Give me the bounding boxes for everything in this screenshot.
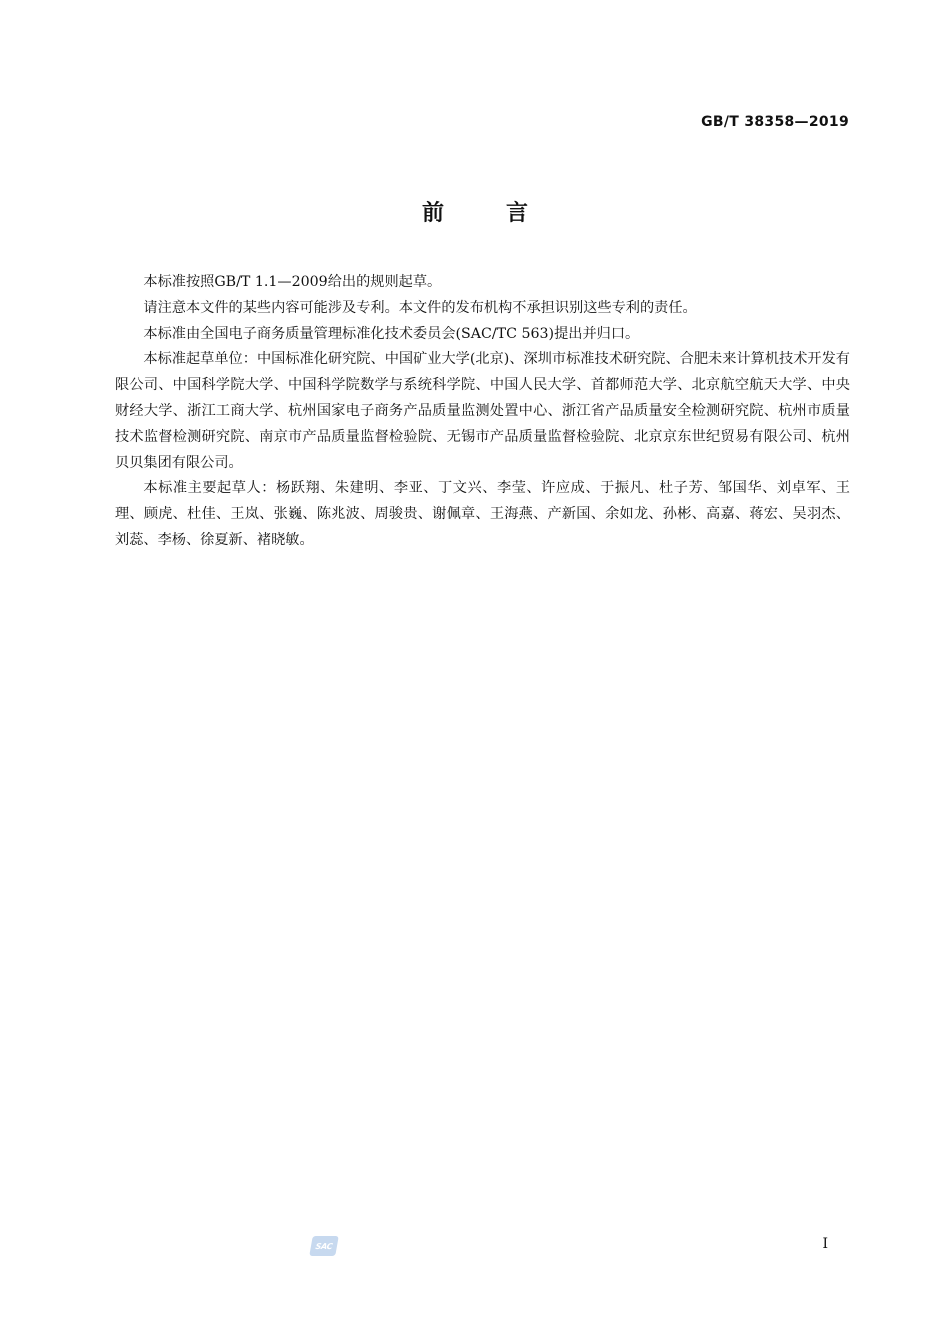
paragraph-drafting-rules: 本标准按照GB/T 1.1—2009给出的规则起草。 <box>143 274 442 290</box>
standard-code: GB/T 38358—2019 <box>701 114 849 130</box>
paragraph-patent-notice: 请注意本文件的某些内容可能涉及专利。本文件的发布机构不承担识别这些专利的责任。 <box>143 299 697 316</box>
paragraph-drafting-units: 本标准起草单位：中国标准化研究院、中国矿业大学(北京)、深圳市标准技术研究院、合肥未来计算机技术开发有限公司、中国科学院大学、中国科学院数学与系统科学院、中国人民大学、首都师范大学、北京航空航天大学、中央财经大学、浙江工商大学、杭州国家电子商务产品质量监测处置中心、浙江省产品质量安全检测研究院、杭州市质量技术监督检测研究院、南京市产品质量监督检验院、无锡市产品质量监督检验院、北京京东世纪贸易有限公司、杭州贝贝集团有限公司。 <box>115 351 850 471</box>
paragraph-drafters: 本标准主要起草人：杨跃翔、朱建明、李亚、丁文兴、李莹、许应成、于振凡、杜子芳、邹国华、刘卓军、王理、顾虎、杜佳、王岚、张巍、陈兆波、周骏贵、谢佩章、王海燕、产新国、余如龙、孙彬、高嘉、蒋宏、吴羽杰、刘蕊、李杨、徐夏新、褚晓敏。 <box>115 480 850 548</box>
page-title: 前言 <box>421 201 590 226</box>
foreword-body <box>115 270 850 554</box>
page-number: I <box>822 1236 828 1252</box>
paragraph-proposer: 本标准由全国电子商务质量管理标准化技术委员会(SAC/TC 563)提出并归口。 <box>143 325 640 342</box>
sac-logo-icon: SAC <box>309 1236 339 1256</box>
